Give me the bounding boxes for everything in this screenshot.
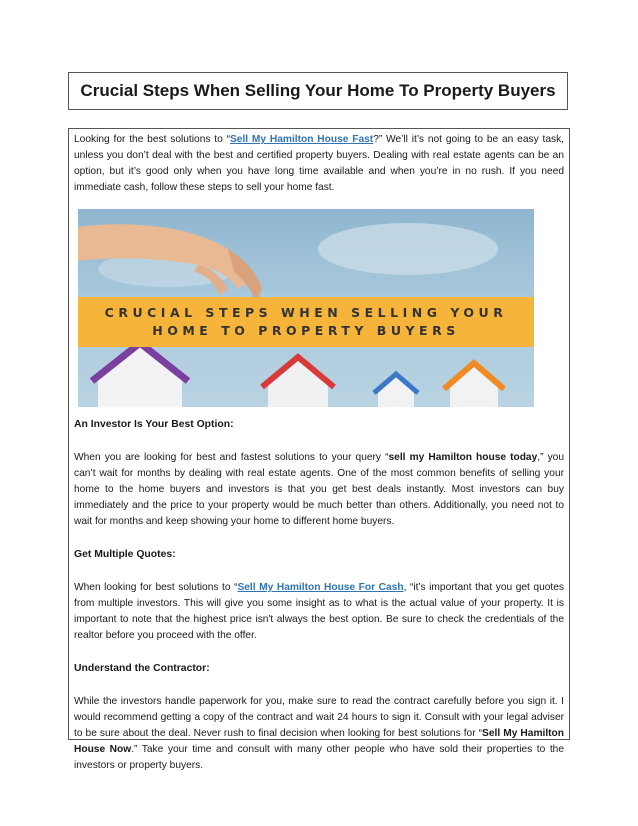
section2-paragraph (74, 580, 564, 644)
house-orange (444, 363, 504, 407)
section1-text-end: ,” you can’t wait for months by dealing with real estate agents. One of the most common benefits of selling your home to the home buyers and investors is that you get best deals instantly. Most investors can buy immediately and the price to your property would be much better than others. Additionally, you need not to wait for months and keep showing your home to different home buyers. (74, 452, 565, 527)
house-red (262, 357, 334, 407)
hero-banner (78, 297, 534, 347)
house-purple (92, 343, 188, 407)
page-title: Crucial Steps When Selling Your Home To Property Buyers (80, 81, 556, 100)
intro-text-end: ?” We’ll it’s not going to be an easy task, unless you don’t deal with the best and certified property buyers. Dealing with real estate agents can be an option, but it’s good only when you have long time available and when you’re in no rush. If you need immediate cash, follow these steps to sell your home fast. (74, 134, 565, 193)
hero-image (78, 209, 534, 407)
intro-text-start: Looking for the best solutions to “ (74, 134, 230, 145)
section1-bold-query: sell my Hamilton house today (388, 452, 538, 463)
section2-text-start: When looking for best solutions to “ (74, 582, 238, 593)
article-box (68, 128, 570, 771)
banner-line-2: HOME TO PROPERTY BUYERS (152, 323, 460, 338)
section3-paragraph (74, 694, 564, 774)
sell-for-cash-link[interactable]: Sell My Hamilton House For Cash (237, 582, 404, 593)
section1-heading: An Investor Is Your Best Option: (74, 419, 234, 430)
banner-line-1: CRUCIAL STEPS WHEN SELLING YOUR (104, 305, 508, 320)
section1-text-start: When you are looking for best and fastest solutions to your query “ (74, 452, 389, 463)
sell-fast-link[interactable]: Sell My Hamilton House Fast (229, 134, 374, 145)
house-blue (374, 374, 418, 407)
section3-text-end: .” Take your time and consult with many other people who have sold their properties to the investors or property buyers. (74, 744, 564, 771)
section3-bold-query: Sell My Hamilton House Now (74, 728, 564, 755)
section3-heading: Understand the Contractor: (74, 663, 210, 674)
section3-text-start: While the investors handle paperwork for you, make sure to read the contract carefully before you sign it. I would recommend getting a copy of the contract and wait 24 hours to sign it. Consult with your legal adviser to be sure about the deal. Never rush to final decision when looking for best solutions for “ (74, 696, 564, 739)
section1-paragraph (74, 450, 564, 530)
section2-heading: Get Multiple Quotes: (74, 549, 176, 560)
section2-text-end: , “it’s important that you get quotes from multiple investors. This will give you some insight as to what is the actual value of your property. It is important to note that the highest price isn't always the best option. Be sure to check the credentials of the realtor before you proceed with the offer. (74, 582, 565, 641)
intro-paragraph (74, 132, 564, 196)
title-box (68, 72, 568, 110)
